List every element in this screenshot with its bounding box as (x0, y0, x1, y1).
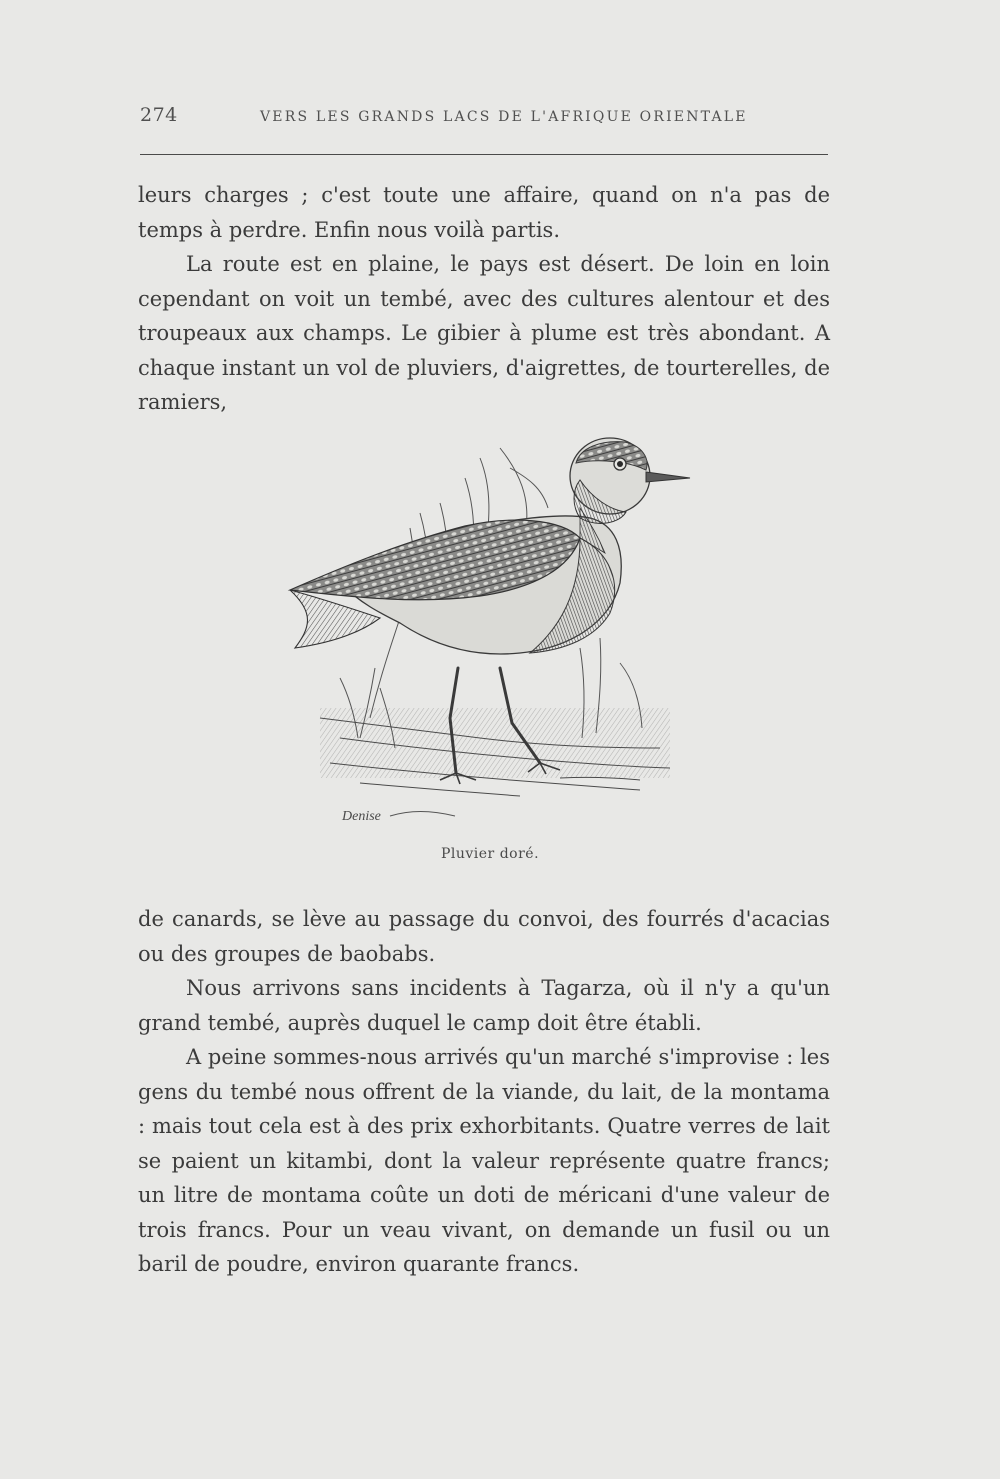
engraver-signature: Denise (342, 809, 381, 824)
figure-caption: Pluvier doré. (440, 846, 540, 862)
bird-beak (646, 472, 690, 482)
paragraph: A peine sommes-nous arrivés qu'un marché s'improvise : les gens du tembé nous offrent de la viande, du lait, de la montama : mais tout cela est à des prix exhorbitants. Quatre verres de lait se paient un kitambi, dont la valeur représente quatre francs; un litre de montama coûte un doti de méricani d'une valeur de trois francs. Pour un veau vivant, on demande un fusil ou un baril de poudre, environ quarante francs. (138, 1045, 830, 1276)
header-rule (140, 154, 828, 155)
running-head (140, 104, 828, 134)
paragraph: de canards, se lève au passage du convoi, des fourrés d'acacias ou des groupes de baobabs. (138, 907, 830, 966)
paragraph: leurs charges ; c'est toute une affaire, quand on n'a pas de temps à perdre. Enfin nous voilà partis. (138, 183, 830, 242)
page-number: 274 (140, 104, 178, 126)
body-text-top (138, 178, 830, 420)
paragraph: La route est en plaine, le pays est désert. De loin en loin cependant on voit un tembé, avec des cultures alentour et des troupeaux aux champs. Le gibier à plume est très abondant. A chaque instant un vol de pluviers, d'aigrettes, de tourterelles, de ramiers, (138, 252, 830, 414)
plover-engraving (280, 418, 700, 838)
running-title: VERS LES GRANDS LACS DE L'AFRIQUE ORIENTALE (260, 109, 748, 125)
plover-illustration (280, 418, 700, 838)
paragraph: Nous arrivons sans incidents à Tagarza, où il n'y a qu'un grand tembé, auprès duquel le camp doit être établi. (138, 976, 830, 1035)
body-text-bottom (138, 902, 830, 1282)
